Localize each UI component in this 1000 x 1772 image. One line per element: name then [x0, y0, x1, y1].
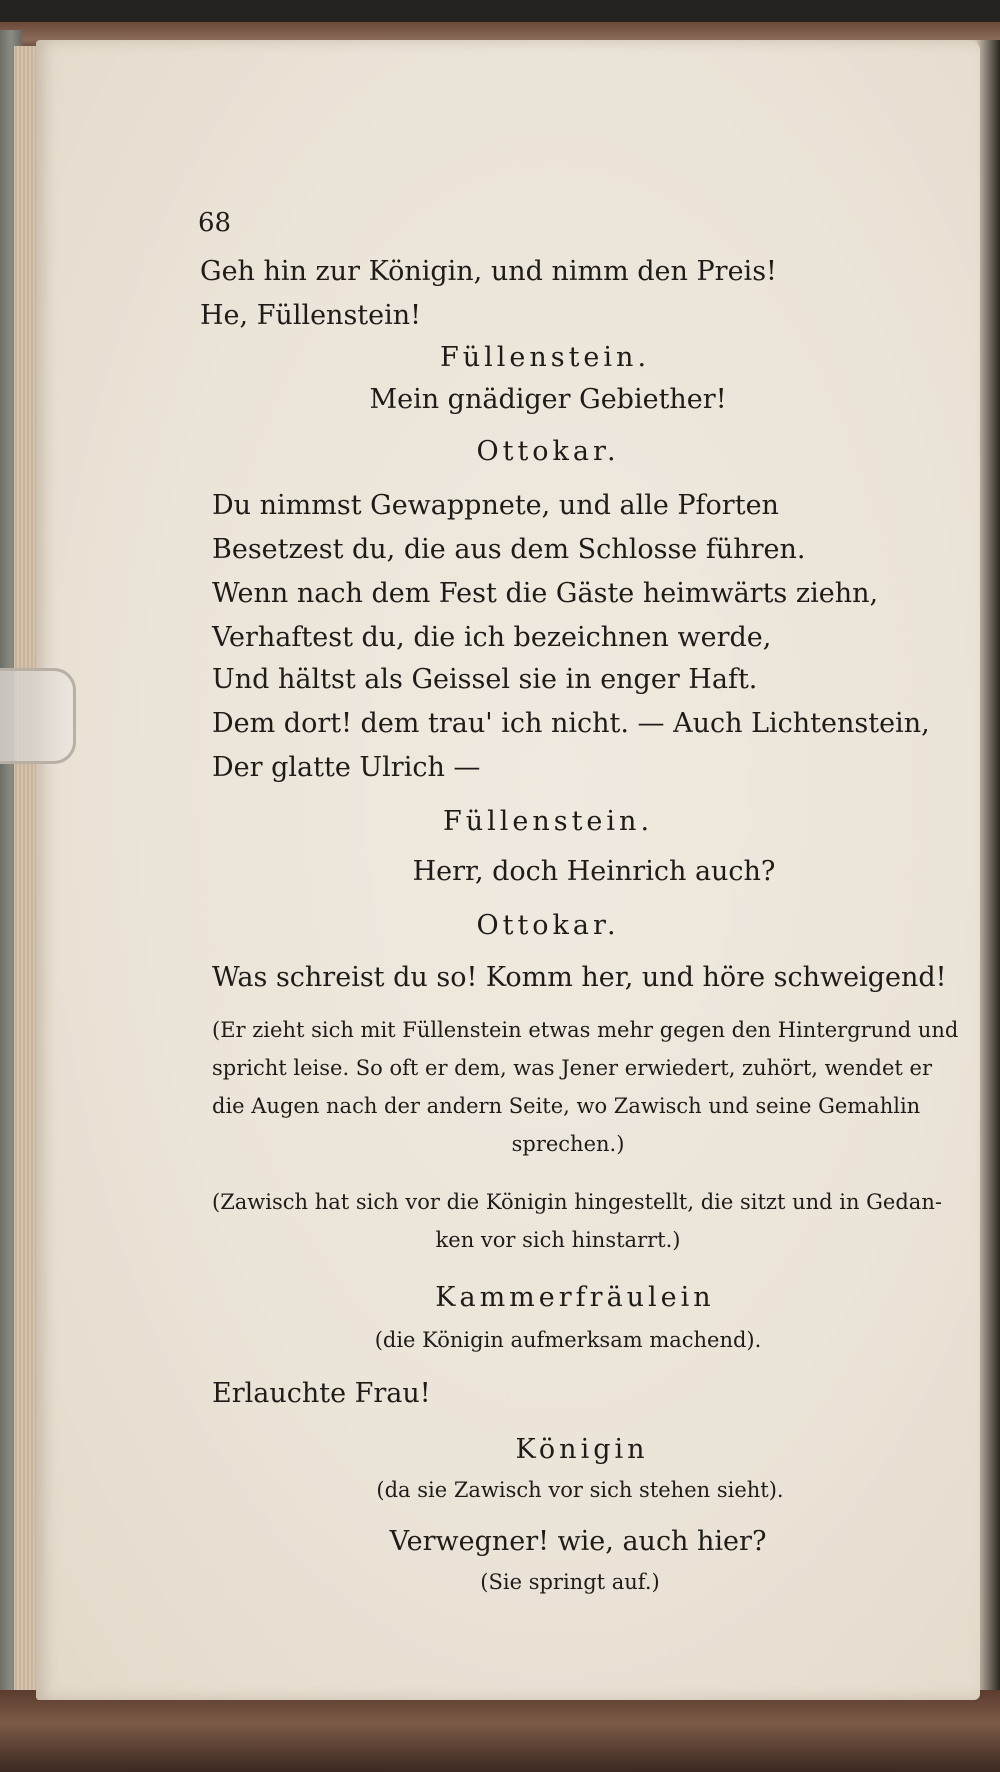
verse-line: He, Füllenstein! — [200, 300, 422, 331]
verse-line: Verhaftest du, die ich bezeichnen werde, — [212, 622, 772, 653]
verse-line: Und hältst als Geissel sie in enger Haft. — [212, 664, 758, 695]
verse-line: Erlauchte Frau! — [212, 1378, 431, 1409]
speaker-name: Ottokar. — [476, 910, 620, 941]
verse-line: Dem dort! dem trau' ich nicht. — Auch Lichtenstein, — [212, 708, 930, 739]
verse-line: Geh hin zur Königin, und nimm den Preis! — [200, 256, 777, 287]
stage-direction-line: (Zawisch hat sich vor die Königin hingestellt, die sitzt und in Gedan- — [212, 1190, 942, 1214]
speaker-name: Königin — [515, 1434, 649, 1465]
verse-line: Du nimmst Gewappnete, und alle Pforten — [212, 490, 779, 521]
verse-line: Der glatte Ulrich — — [212, 752, 481, 783]
verse-line: Wenn nach dem Fest die Gäste heimwärts ziehn, — [212, 578, 879, 609]
stage-direction-line: sprechen.) — [511, 1132, 625, 1156]
speaker-name: Füllenstein. — [439, 342, 651, 373]
speaker-name: Ottokar. — [476, 436, 620, 467]
book-cover-bottom-edge — [0, 1690, 1000, 1772]
stage-direction-line: (da sie Zawisch vor sich stehen sieht). — [376, 1478, 784, 1502]
page-number: 68 — [198, 208, 232, 238]
verse-line: Verwegner! wie, auch hier? — [389, 1526, 767, 1557]
stage-direction-line: (Sie springt auf.) — [480, 1570, 660, 1594]
verse-line: Was schreist du so! Komm her, und höre schweigend! — [212, 962, 947, 993]
page-clip — [0, 668, 76, 764]
stage-direction-line: (Er zieht sich mit Füllenstein etwas mehr gegen den Hintergrund und — [212, 1018, 959, 1042]
verse-line: Besetzest du, die aus dem Schlosse führen. — [212, 534, 806, 565]
speaker-name: Kammerfräulein — [435, 1282, 715, 1313]
stage-direction-line: spricht leise. So oft er dem, was Jener erwiedert, zuhört, wendet er — [212, 1056, 933, 1080]
verse-line: Herr, doch Heinrich auch? — [412, 856, 776, 887]
verse-line: Mein gnädiger Gebiether! — [369, 384, 727, 415]
stage-direction-line: die Augen nach der andern Seite, wo Zawisch und seine Gemahlin — [212, 1094, 921, 1118]
stage-direction-line: (die Königin aufmerksam machend). — [374, 1328, 762, 1352]
stage-direction-line: ken vor sich hinstarrt.) — [435, 1228, 681, 1252]
speaker-name: Füllenstein. — [442, 806, 654, 837]
